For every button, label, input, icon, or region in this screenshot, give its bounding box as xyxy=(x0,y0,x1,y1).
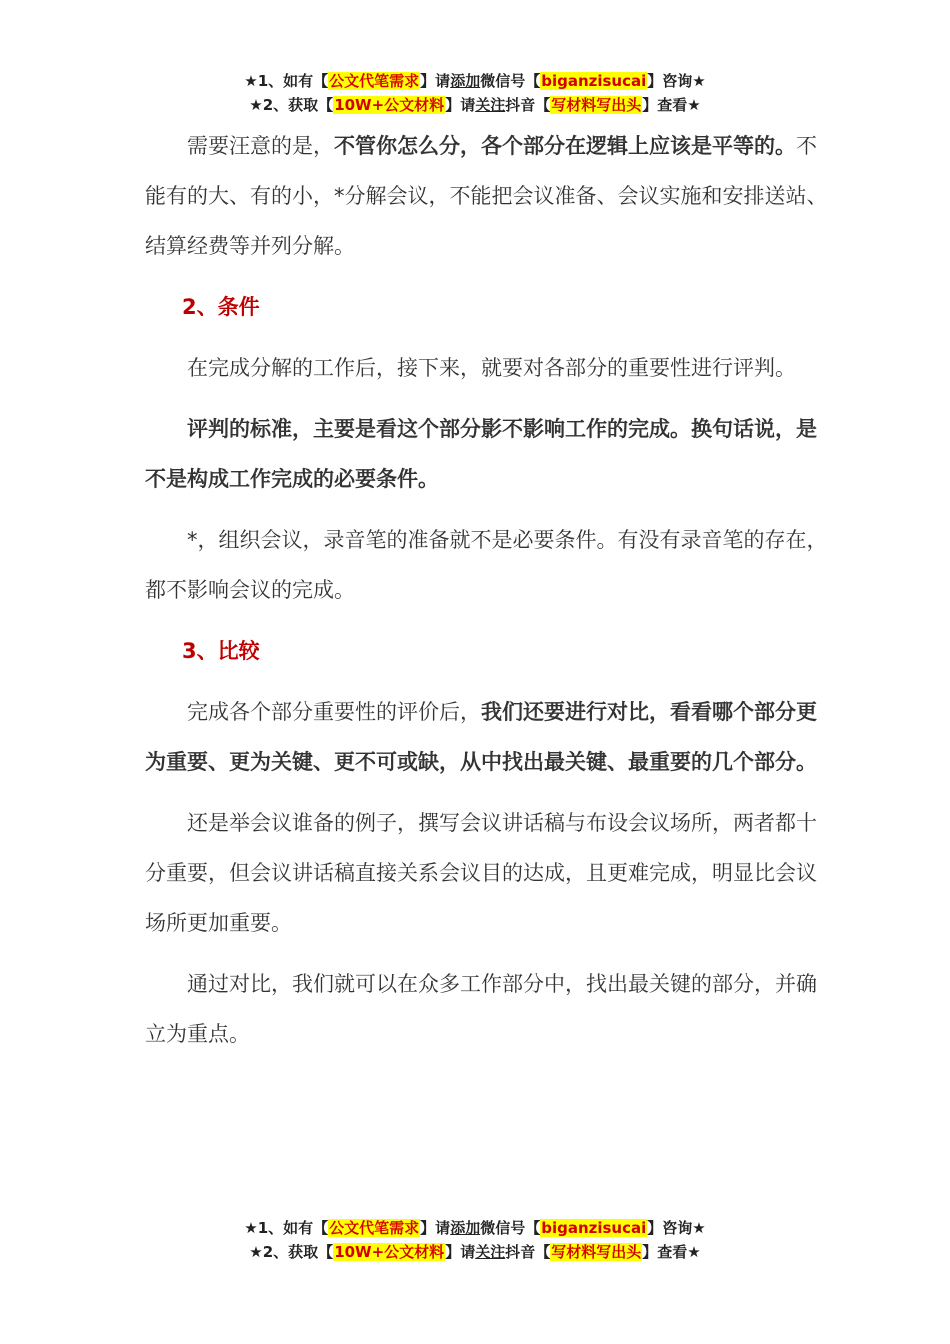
banner-text: ★2、获取【 xyxy=(249,1243,334,1261)
section-heading-3: 3、比较 xyxy=(182,639,260,663)
banner-underlined: 关注 xyxy=(475,1243,506,1261)
banner-text: 微信号【 xyxy=(480,1219,541,1237)
paragraph-7: 通过对比，我们就可以在众多工作部分中，找出最关键的部分，并确立为重点。 xyxy=(145,972,817,1046)
paragraph-3: 评判的标准，主要是看这个部分影不影响工作的完成。换句话说，是不是构成工作完成的必要条件。 xyxy=(145,417,817,491)
paragraph-1 xyxy=(145,121,833,271)
banner-highlight: 公文代笔需求 xyxy=(329,1219,420,1237)
banner-highlight: 10W+公文材料 xyxy=(334,1243,445,1261)
banner-line-1 xyxy=(0,69,950,93)
banner-text: 微信号【 xyxy=(480,72,541,90)
banner-text: ★1、如有【 xyxy=(244,72,329,90)
banner-highlight: 10W+公文材料 xyxy=(334,96,445,114)
banner-line-1 xyxy=(0,1216,950,1240)
banner-highlight: biganzisucai xyxy=(541,1219,647,1237)
banner-highlight: 写材料写出头 xyxy=(551,1243,642,1261)
text: 不能有的大、有的小，*分解会议，不能把会议准备、会议实施和安排送站、结算经费等并列分解。 xyxy=(145,134,828,258)
banner-text: ★2、获取【 xyxy=(249,96,334,114)
banner-text: 】请 xyxy=(420,1219,451,1237)
banner-highlight: biganzisucai xyxy=(541,72,647,90)
banner-text: 抖音【 xyxy=(505,1243,551,1261)
text: 完成各个部分重要性的评价后， xyxy=(187,700,481,724)
banner-underlined: 添加 xyxy=(450,1219,481,1237)
article-body xyxy=(145,121,833,1059)
bottom-banner xyxy=(0,1216,950,1264)
banner-text: 】请 xyxy=(445,96,476,114)
top-banner xyxy=(0,69,950,117)
paragraph-5 xyxy=(145,687,833,787)
text: 需要汪意的是， xyxy=(187,134,334,158)
banner-text: 】咨询★ xyxy=(647,72,706,90)
bold-text: 我们还要进行对比，看看哪个部分更为重要、更为关键、更不可或缺，从中找出最关键、最重要的几个部分。 xyxy=(145,700,817,774)
banner-line-2 xyxy=(0,1240,950,1264)
banner-text: 】咨询★ xyxy=(647,1219,706,1237)
banner-text: 】查看★ xyxy=(642,1243,701,1261)
banner-highlight: 公文代笔需求 xyxy=(329,72,420,90)
banner-text: 】查看★ xyxy=(642,96,701,114)
section-heading-2: 2、条件 xyxy=(182,295,260,319)
banner-underlined: 添加 xyxy=(450,72,481,90)
banner-text: ★1、如有【 xyxy=(244,1219,329,1237)
paragraph-2: 在完成分解的工作后，接下来，就要对各部分的重要性进行评判。 xyxy=(187,356,796,380)
banner-line-2 xyxy=(0,93,950,117)
banner-text: 】请 xyxy=(420,72,451,90)
bold-text: 不管你怎么分，各个部分在逻辑上应该是平等的。 xyxy=(334,134,796,158)
paragraph-6: 还是举会议谁备的例子，撰写会议讲话稿与布设会议场所，两者都十分重要，但会议讲话稿直接关系会议目的达成，且更难完成，明显比会议场所更加重要。 xyxy=(145,811,817,935)
banner-text: 抖音【 xyxy=(505,96,551,114)
paragraph-4: *，组织会议，录音笔的准备就不是必要条件。有没有录音笔的存在，都不影响会议的完成。 xyxy=(145,528,828,602)
banner-highlight: 写材料写出头 xyxy=(551,96,642,114)
banner-text: 】请 xyxy=(445,1243,476,1261)
banner-underlined: 关注 xyxy=(475,96,506,114)
